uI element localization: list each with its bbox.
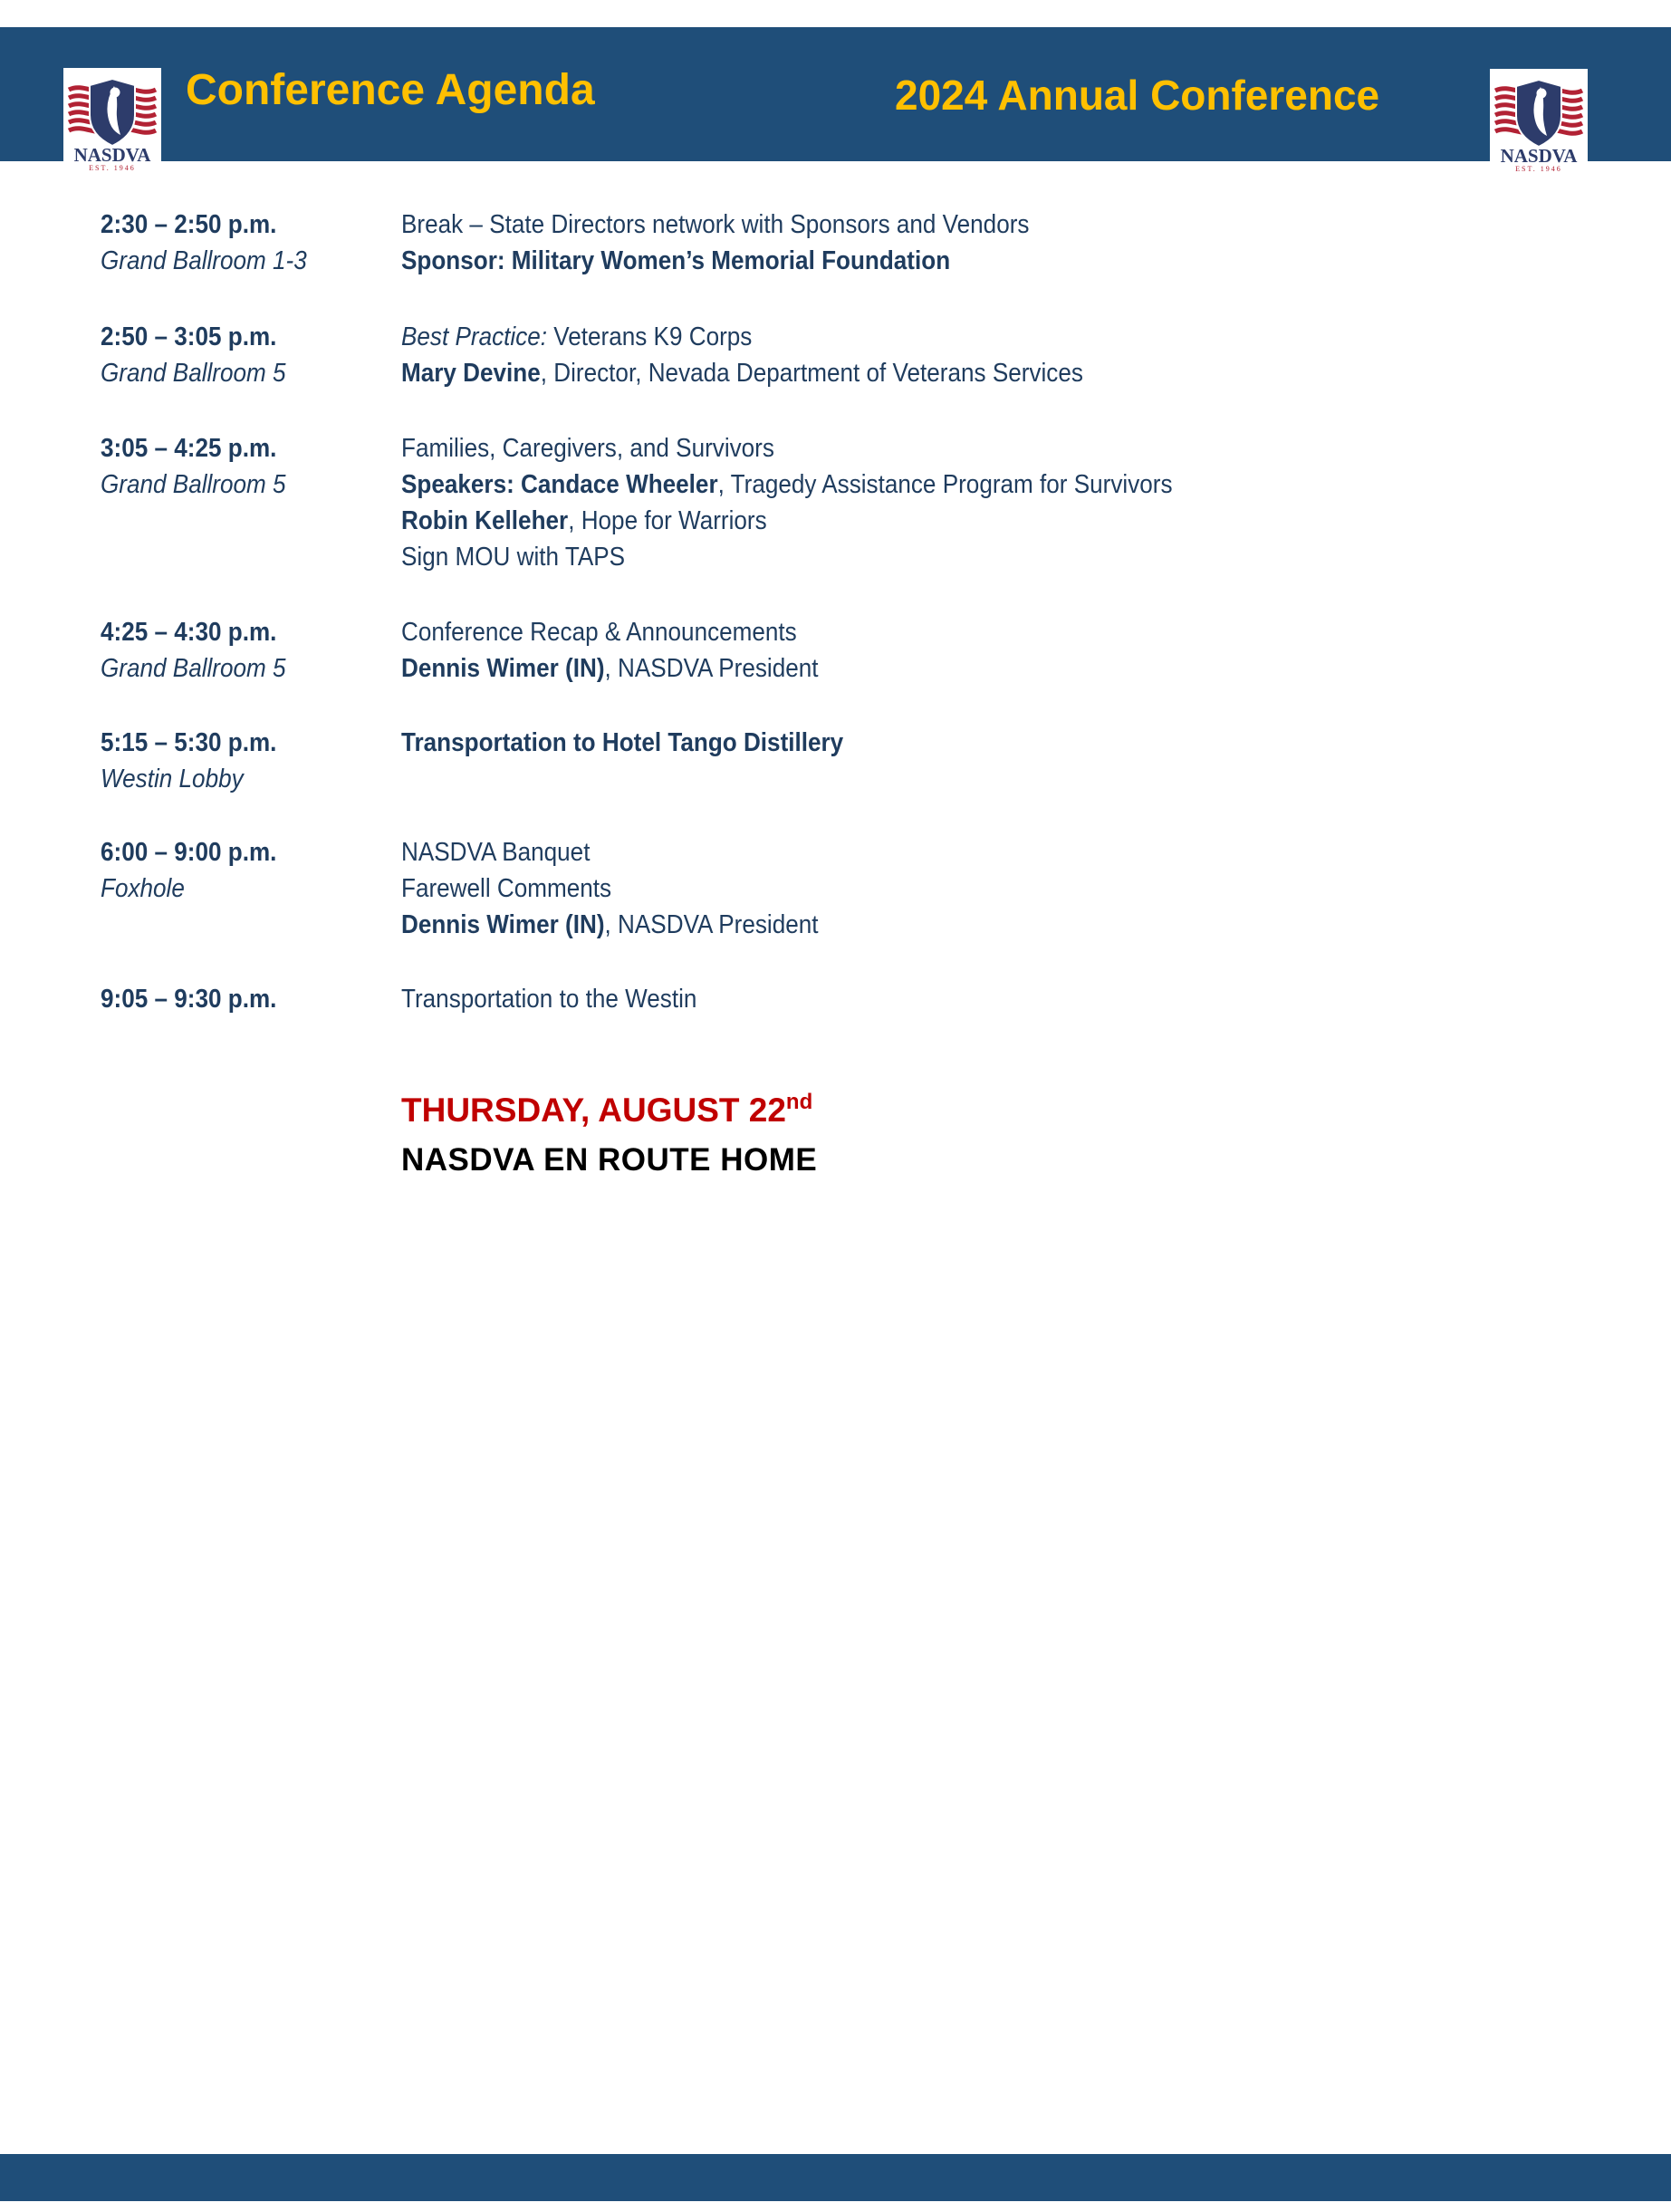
agenda-line: Robin Kelleher, Hope for Warriors xyxy=(401,506,767,535)
agenda-line: Mary Devine, Director, Nevada Department of Veterans Services xyxy=(401,359,1083,388)
agenda-line: NASDVA Banquet xyxy=(401,838,591,867)
agenda-location: Grand Ballroom 1-3 xyxy=(101,246,307,275)
agenda-line: Farewell Comments xyxy=(401,874,612,903)
page-title: Conference Agenda xyxy=(186,66,595,114)
agenda-location: Westin Lobby xyxy=(101,765,244,793)
agenda-time: 2:30 – 2:50 p.m. xyxy=(101,210,277,239)
conference-title: 2024 Annual Conference xyxy=(895,72,1380,119)
agenda-time: 3:05 – 4:25 p.m. xyxy=(101,434,277,463)
agenda-location: Grand Ballroom 5 xyxy=(101,470,286,499)
closing-note: NASDVA EN ROUTE HOME xyxy=(401,1142,818,1178)
agenda-time: 2:50 – 3:05 p.m. xyxy=(101,322,277,351)
agenda-location: Grand Ballroom 5 xyxy=(101,654,286,683)
agenda-line: Sign MOU with TAPS xyxy=(401,543,626,572)
agenda-location: Grand Ballroom 5 xyxy=(101,359,286,388)
nasdva-eagle-flag-icon xyxy=(1490,69,1588,175)
agenda-line: Transportation to Hotel Tango Distillery xyxy=(401,728,844,757)
agenda-time: 5:15 – 5:30 p.m. xyxy=(101,728,277,757)
nasdva-eagle-flag-icon xyxy=(63,68,161,174)
footer-band xyxy=(0,2154,1671,2201)
logo-wordmark: NASDVA xyxy=(73,144,151,166)
closing-day-heading: THURSDAY, AUGUST 22nd xyxy=(401,1090,813,1129)
agenda-line: Best Practice: Veterans K9 Corps xyxy=(401,322,753,351)
logo-est-text: EST. 1946 xyxy=(1515,165,1562,173)
agenda-time: 9:05 – 9:30 p.m. xyxy=(101,985,277,1014)
agenda-line: Conference Recap & Announcements xyxy=(401,618,797,647)
nasdva-logo-left xyxy=(63,68,161,174)
agenda-location: Foxhole xyxy=(101,874,185,903)
agenda-line: Dennis Wimer (IN), NASDVA President xyxy=(401,654,819,683)
agenda-time: 6:00 – 9:00 p.m. xyxy=(101,838,277,867)
agenda-line: Sponsor: Military Women’s Memorial Foundation xyxy=(401,246,951,275)
agenda-line: Families, Caregivers, and Survivors xyxy=(401,434,774,463)
agenda-line: Transportation to the Westin xyxy=(401,985,697,1014)
agenda-line: Dennis Wimer (IN), NASDVA President xyxy=(401,910,819,939)
agenda-time: 4:25 – 4:30 p.m. xyxy=(101,618,277,647)
ordinal-suffix: nd xyxy=(785,1090,813,1114)
nasdva-logo-right xyxy=(1490,69,1588,175)
agenda-line: Speakers: Candace Wheeler, Tragedy Assistance Program for Survivors xyxy=(401,470,1173,499)
logo-est-text: EST. 1946 xyxy=(89,164,136,172)
agenda-line: Break – State Directors network with Sponsors and Vendors xyxy=(401,210,1030,239)
logo-wordmark: NASDVA xyxy=(1500,145,1578,167)
